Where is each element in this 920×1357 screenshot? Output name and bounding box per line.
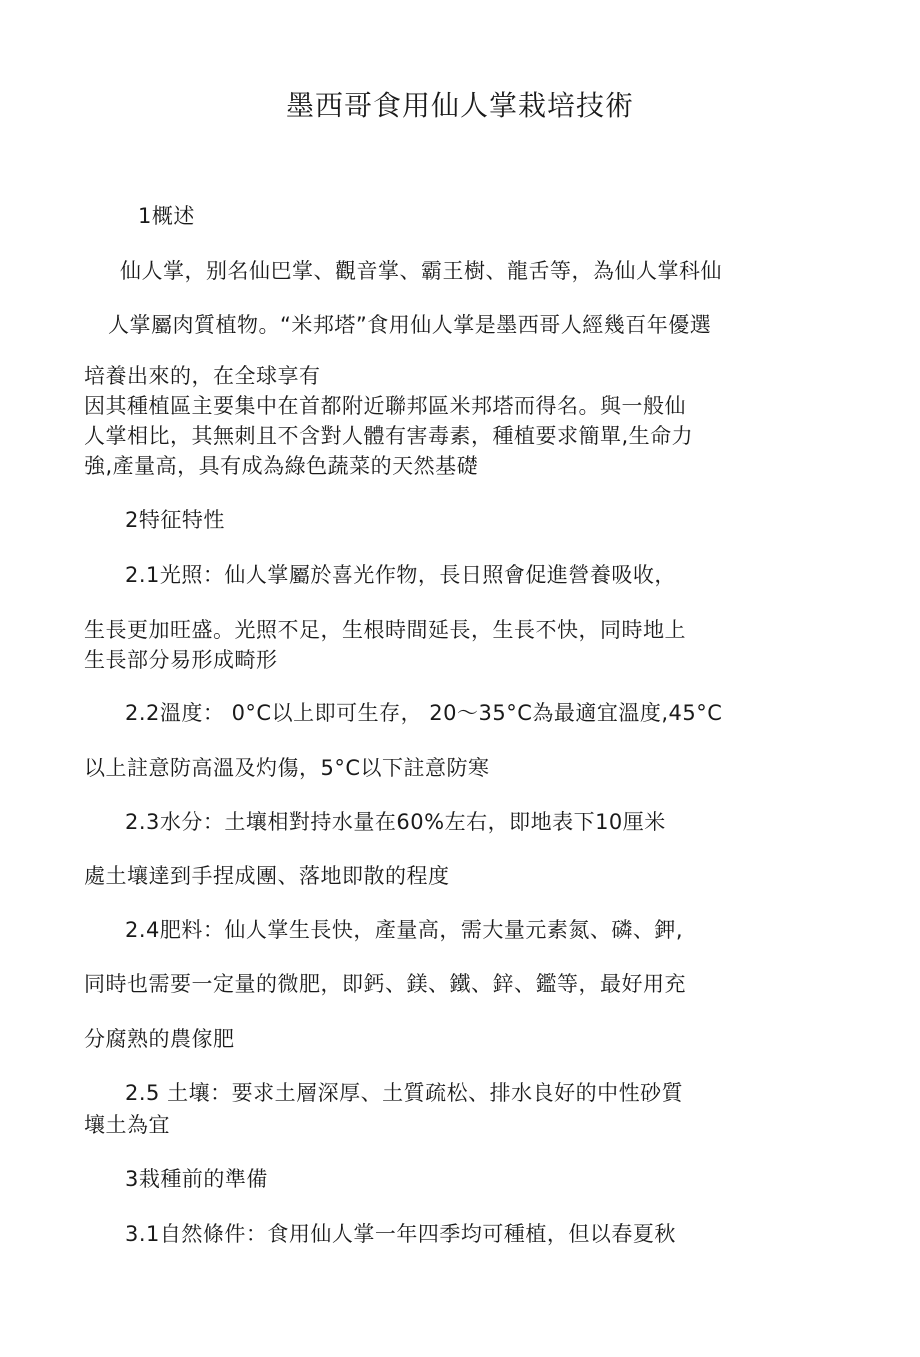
paragraph-line: 以上註意防高溫及灼傷，5°C以下註意防寒 bbox=[84, 756, 490, 780]
paragraph-line: 因其種植區主要集中在首都附近聯邦區米邦塔而得名。與一般仙 bbox=[84, 394, 686, 418]
heading-characteristics: 2特征特性 bbox=[125, 508, 225, 532]
paragraph-line: 2.3水分：土壤相對持水量在60%左右，即地表下10厘米 bbox=[125, 810, 666, 834]
paragraph-line: 生長部分易形成畸形 bbox=[84, 648, 278, 672]
paragraph-line: 2.2溫度： 0°C以上即可生存， 20～35°C為最適宜溫度,45°C bbox=[125, 701, 723, 725]
paragraph-line: 仙人掌，别名仙巴掌、觀音掌、霸王樹、龍舌等，為仙人掌科仙 bbox=[120, 259, 722, 283]
paragraph-line: 人掌相比，其無刺且不含對人體有害毒素，種植要求簡單,生命力 bbox=[84, 424, 694, 448]
paragraph-line: 3.1自然條件：食用仙人掌一年四季均可種植，但以春夏秋 bbox=[125, 1222, 676, 1246]
paragraph-line: 分腐熟的農傢肥 bbox=[84, 1027, 235, 1051]
document-title: 墨西哥食用仙人掌栽培技術 bbox=[285, 89, 634, 122]
paragraph-line: 強,產量高，具有成為綠色蔬菜的天然基礎 bbox=[84, 454, 479, 478]
heading-preparation: 3栽種前的準備 bbox=[125, 1167, 268, 1191]
paragraph-line: 2.5 土壤：要求土層深厚、土質疏松、排水良好的中性砂質 bbox=[125, 1081, 684, 1105]
paragraph-line: 2.4肥料：仙人掌生長快，產量高，需大量元素氮、磷、鉀, bbox=[125, 918, 684, 942]
heading-overview: 1概述 bbox=[138, 204, 195, 228]
paragraph-line: 生長更加旺盛。光照不足，生根時間延長，生長不快，同時地上 bbox=[84, 618, 686, 642]
paragraph-line: 2.1光照：仙人掌屬於喜光作物，長日照會促進營養吸收， bbox=[125, 563, 676, 587]
paragraph-line: 壤土為宜 bbox=[84, 1113, 170, 1137]
paragraph-line: 處土壤達到手捏成團、落地即散的程度 bbox=[84, 864, 450, 888]
paragraph-line: 人掌屬肉質植物。“米邦塔”食用仙人掌是墨西哥人經幾百年優選 bbox=[108, 313, 712, 337]
paragraph-line: 同時也需要一定量的微肥，即鈣、鎂、鐵、鋅、鑑等，最好用充 bbox=[84, 972, 686, 996]
paragraph-line: 培養出來的，在全球享有 bbox=[84, 364, 321, 388]
